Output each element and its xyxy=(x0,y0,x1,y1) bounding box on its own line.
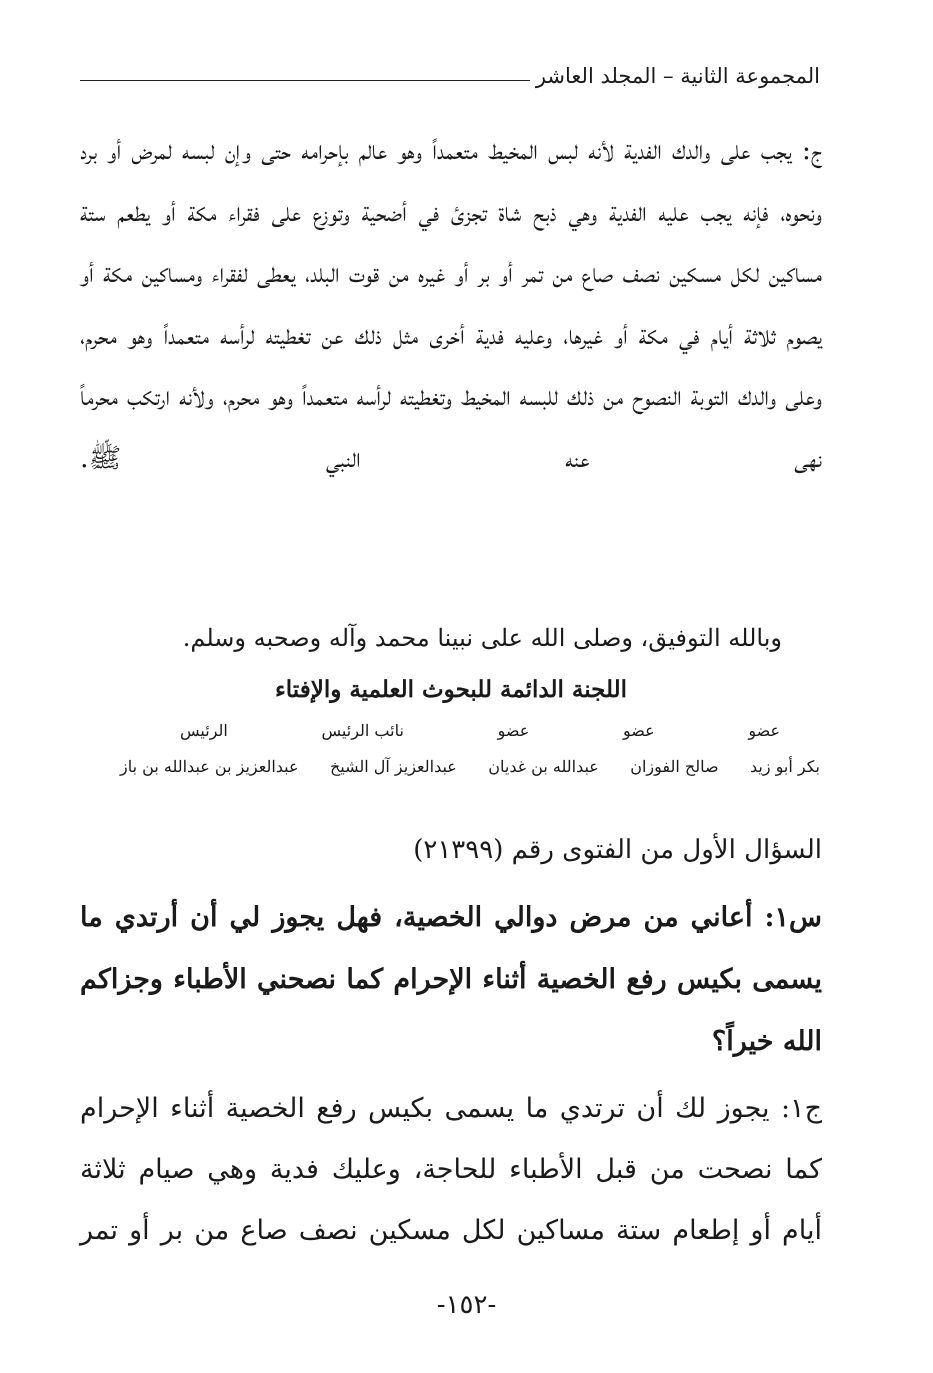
question-text: س١: أعاني من مرض دوالي الخصية، فهل يجوز لي أن أرتدي ما يسمى بكيس رفع الخصية أثناء الإحرام كما نصحني الأطباء وجزاكم الله خيراً؟ xyxy=(80,902,822,1057)
header-rule xyxy=(80,80,530,81)
running-title: المجموعة الثانية – المجلد العاشر xyxy=(535,64,820,88)
role-vice-president: نائب الرئيس xyxy=(321,721,404,740)
name-vice-president: عبدالعزيز آل الشيخ xyxy=(329,757,457,776)
name-president: عبدالعزيز بن عبدالله بن باز xyxy=(120,757,299,776)
role-member-2: عضو xyxy=(622,721,655,740)
role-member-1: عضو xyxy=(748,721,780,740)
committee-title: اللجنة الدائمة للبحوث العلمية والإفتاء xyxy=(274,676,628,703)
closing-line: وبالله التوفيق، وصلى الله على نبينا محمد وآله وصحبه وسلم. xyxy=(182,624,782,652)
name-member-2: صالح الفوزان xyxy=(630,757,719,776)
answer-text: ج١: يجوز لك أن ترتدي ما يسمى بكيس رفع الخصية أثناء الإحرام كما نصحت من قبل الأطباء للحاجة، وعليك فدية وهي صيام ثلاثة أيام أو إطعام ستة مساكين لكل مسكين نصف صاع من بر أو تمر xyxy=(80,1093,822,1246)
running-header xyxy=(80,58,820,94)
role-member-3: عضو xyxy=(497,721,530,740)
name-member-1: بكر أبو زيد xyxy=(749,757,820,776)
signature-roles xyxy=(120,713,820,749)
signature-block xyxy=(120,713,820,785)
question-header: السؤال الأول من الفتوى رقم (٢١٣٩٩) xyxy=(413,835,822,865)
role-president: الرئيس xyxy=(180,721,228,740)
page-number: -١٥٢- xyxy=(436,1290,497,1320)
name-member-3: عبدالله بن غديان xyxy=(488,757,599,776)
signature-names xyxy=(120,749,820,785)
fatwa-answer-paragraph: ج: يجب على والدك الفدية لأنه لبس المخيط متعمداً وهو عالم بإحرامه حتى وإن لبسه لمرض أو برد ونحوه، فإنه يجب عليه الفدية وهي ذبح شاة تجزئ في أضحية وتوزع على فقراء مكة أو يطعم ستة مساكين لكل مسكين نصف صاع من تمر أو بر أو غيره من قوت البلد، يعطى لفقراء ومساكين مكة أو يصوم ثلاثة أيام في مكة أو غيرها، وعليه فدية أخرى مثل ذلك عن تغطيته لرأسه متعمداً وهو محرم، وعلى والدك التوبة النصوح من ذلك للبسه المخيط وتغطيته لرأسه متعمداً وهو محرم، ولأنه ارتكب محرماً نهى عنه النبي ﷺ. xyxy=(80,135,822,474)
